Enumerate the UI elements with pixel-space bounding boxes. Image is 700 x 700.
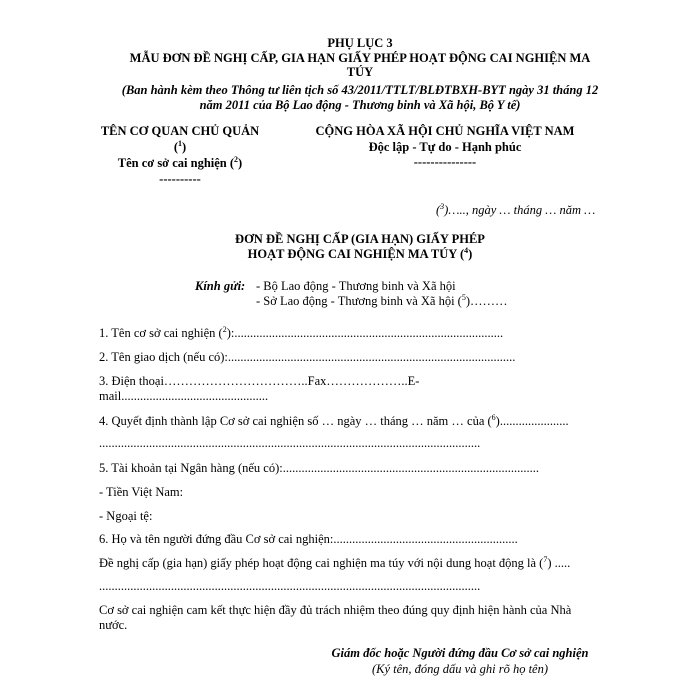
left-divider: ---------- [159,172,201,186]
recipient-department: - Sở Lao động - Thương binh và Xã hội ($^5$)……… [256,292,508,308]
field-foreign-currency-account: - Ngoại tệ: [99,509,153,523]
field-trade-name: 2. Tên giao dịch (nếu có):............................................................................................ [99,350,516,364]
right-divider: --------------- [413,155,477,169]
application-title-line2: HOẠT ĐỘNG CAI NGHIỆN MA TÚY ($^4$) [247,245,473,261]
date-line: ($^3$)….., ngày … tháng … năm … [436,201,596,217]
field-head-of-facility: 6. Họ và tên người đứng đầu Cơ sở cai nghiện:........................................................... [99,532,518,546]
country-name: CỘNG HÒA XÃ HỘI CHỦ NGHĨA VIỆT NAM [315,124,575,138]
field-phone-fax-email: 3. Điện thoại……………………………..Fax………………..E- [99,374,420,388]
issued-note-line2: năm 2011 của Bộ Lao động - Thương binh và Xã hội, Bộ Y tế) [199,98,521,112]
field-establishment-decision: 4. Quyết định thành lập Cơ sở cai nghiện số … ngày … tháng … năm … của ($^6$)...................... [99,412,569,428]
field-bank-account: 5. Tài khoản tại Ngân hàng (nếu có):.................................................................................. [99,461,539,475]
form-title-line1: MẪU ĐƠN ĐỀ NGHỊ CẤP, GIA HẠN GIẤY PHÉP HOẠT ĐỘNG CAI NGHIỆN MA [129,51,591,65]
national-motto: Độc lập - Tự do - Hạnh phúc [368,140,522,154]
agency-note: ($^1$) [173,138,187,154]
signature-note: (Ký tên, đóng dấu và ghi rõ họ tên) [371,662,548,676]
field-email-continuation: mail............................................... [99,389,269,403]
recipient-ministry: - Bộ Lao động - Thương binh và Xã hội [256,279,456,293]
commitment-line1: Cơ sở cai nghiện cam kết thực hiện đầy đủ trách nhiệm theo đúng quy định hiện hành của Nhà [99,603,572,617]
agency-name: TÊN CƠ QUAN CHỦ QUẢN [100,124,260,138]
form-title-line2: TÚY [346,65,374,79]
facility-name: Tên cơ sở cai nghiện ($^2$) [117,154,243,170]
signature-title: Giám đốc hoặc Người đứng đầu Cơ sở cai nghiện [331,646,589,660]
request-statement: Đề nghị cấp (gia hạn) giấy phép hoạt động cai nghiện ma túy với nội dung hoạt động là ($^7$) ..... [99,554,571,570]
commitment-line2: nước. [99,618,128,632]
field-decision-continuation: .......................................................................................................................... [99,436,481,450]
issued-note-line1: (Ban hành kèm theo Thông tư liên tịch số 43/2011/TTLT/BLĐTBXH-BYT ngày 31 tháng 12 [121,83,599,97]
recipient-label: Kính gửi: [195,279,246,293]
request-continuation: .......................................................................................................................... [99,579,481,593]
field-vnd-account: - Tiền Việt Nam: [99,485,184,499]
appendix-heading: PHỤ LỤC 3 [327,36,393,50]
field-facility-name: 1. Tên cơ sở cai nghiện ($^2$):...................................................................................... [99,324,504,340]
application-title-line1: ĐƠN ĐỀ NGHỊ CẤP (GIA HẠN) GIẤY PHÉP [235,232,485,246]
